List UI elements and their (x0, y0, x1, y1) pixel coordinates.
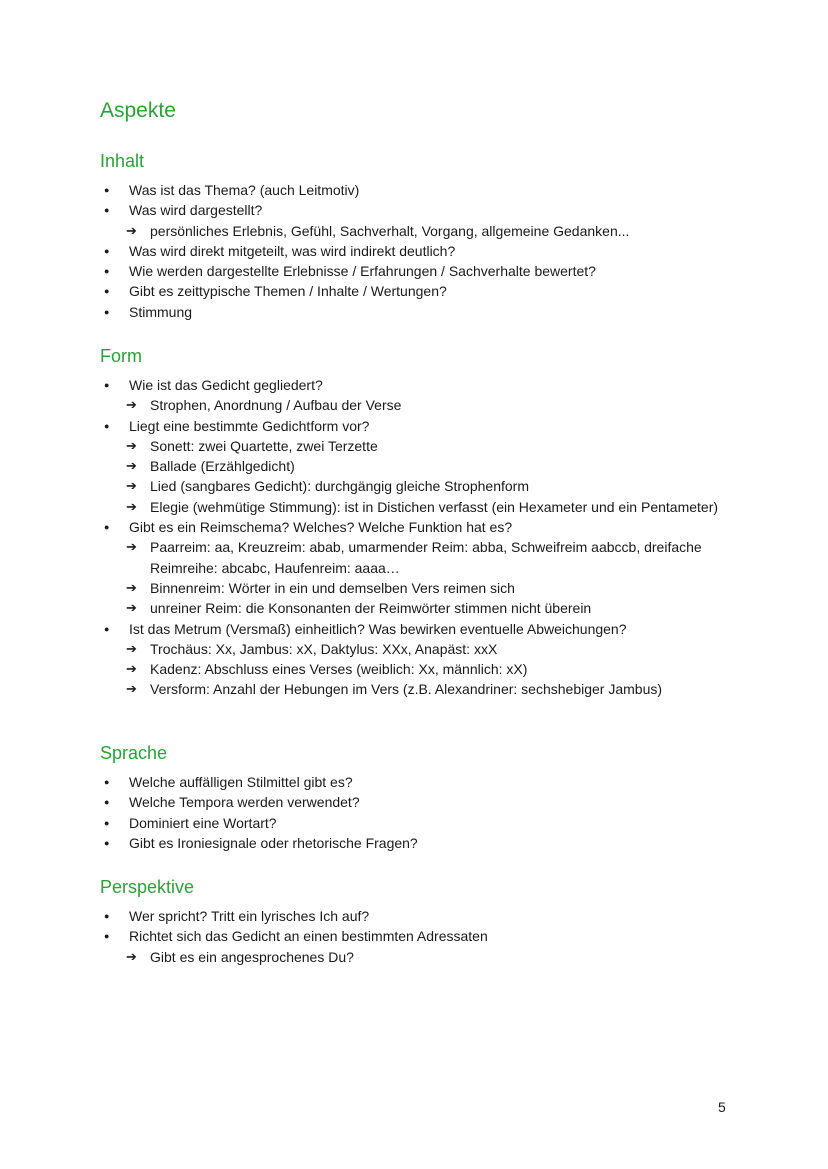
list-item: ● Wie werden dargestellte Erlebnisse / Erfahrungen / Sachverhalte bewertet? (100, 261, 740, 281)
section-heading: Inhalt (100, 151, 145, 171)
bullet-list (100, 375, 740, 700)
sub-list-item: ➔ Paarreim: aa, Kreuzreim: abab, umarmender Reim: abba, Schweifreim aabccb, dreifache Reimreihe: abcabc, Haufenreim: aaaa… (100, 537, 740, 578)
list-item: ● Gibt es Ironiesignale oder rhetorische Fragen? (100, 833, 740, 853)
bullet-list (100, 906, 740, 967)
list-item: ● Wie ist das Gedicht gegliedert? (100, 375, 740, 395)
sub-list-item: ➔ Elegie (wehmütige Stimmung): ist in Distichen verfasst (ein Hexameter und ein Pentameter) (100, 497, 740, 517)
bullet-list (100, 772, 740, 853)
page-number: 5 (718, 1099, 726, 1115)
section-perspektive (100, 876, 740, 967)
list-item: ● Richtet sich das Gedicht an einen bestimmten Adressaten (100, 926, 740, 946)
list-item: ● Liegt eine bestimmte Gedichtform vor? (100, 416, 740, 436)
list-item: ● Wer spricht? Tritt ein lyrisches Ich auf? (100, 906, 740, 926)
list-item: ● Gibt es ein Reimschema? Welches? Welche Funktion hat es? (100, 517, 740, 537)
sub-list-item: ➔ Binnenreim: Wörter in ein und demselben Vers reimen sich (100, 578, 740, 598)
list-item: ● Was ist das Thema? (auch Leitmotiv) (100, 180, 740, 200)
section-heading: Perspektive (100, 877, 195, 897)
section-inhalt (100, 150, 740, 322)
list-item: ● Ist das Metrum (Versmaß) einheitlich? Was bewirken eventuelle Abweichungen? (100, 619, 740, 639)
sub-list-item: ➔ Ballade (Erzählgedicht) (100, 456, 740, 476)
sub-list-item: ➔ Strophen, Anordnung / Aufbau der Verse (100, 395, 740, 415)
list-item: ● Welche Tempora werden verwendet? (100, 792, 740, 812)
list-item: ● Gibt es zeittypische Themen / Inhalte / Wertungen? (100, 281, 740, 301)
sub-list-item: ➔ Versform: Anzahl der Hebungen im Vers (z.B. Alexandriner: sechshebiger Jambus) (100, 679, 740, 699)
section-heading: Sprache (100, 743, 168, 763)
sub-list-item: ➔ unreiner Reim: die Konsonanten der Reimwörter stimmen nicht überein (100, 598, 740, 618)
sub-list-item: ➔ Lied (sangbares Gedicht): durchgängig gleiche Strophenform (100, 476, 740, 496)
sub-list-item: ➔ Kadenz: Abschluss eines Verses (weiblich: Xx, männlich: xX) (100, 659, 740, 679)
page-title: Aspekte (100, 99, 176, 122)
list-item: ● Was wird direkt mitgeteilt, was wird indirekt deutlich? (100, 241, 740, 261)
sub-list-item: ➔ persönliches Erlebnis, Gefühl, Sachverhalt, Vorgang, allgemeine Gedanken... (100, 221, 740, 241)
list-item: ● Was wird dargestellt? (100, 200, 740, 220)
list-item: ● Stimmung (100, 302, 740, 322)
section-heading: Form (100, 346, 142, 366)
section-sprache (100, 742, 740, 853)
list-item: ● Welche auffälligen Stilmittel gibt es? (100, 772, 740, 792)
section-form (100, 345, 740, 700)
sub-list-item: ➔ Gibt es ein angesprochenes Du? (100, 947, 740, 967)
sub-list-item: ➔ Trochäus: Xx, Jambus: xX, Daktylus: XXx, Anapäst: xxX (100, 639, 740, 659)
list-item: ● Dominiert eine Wortart? (100, 813, 740, 833)
bullet-list (100, 180, 740, 322)
sub-list-item: ➔ Sonett: zwei Quartette, zwei Terzette (100, 436, 740, 456)
